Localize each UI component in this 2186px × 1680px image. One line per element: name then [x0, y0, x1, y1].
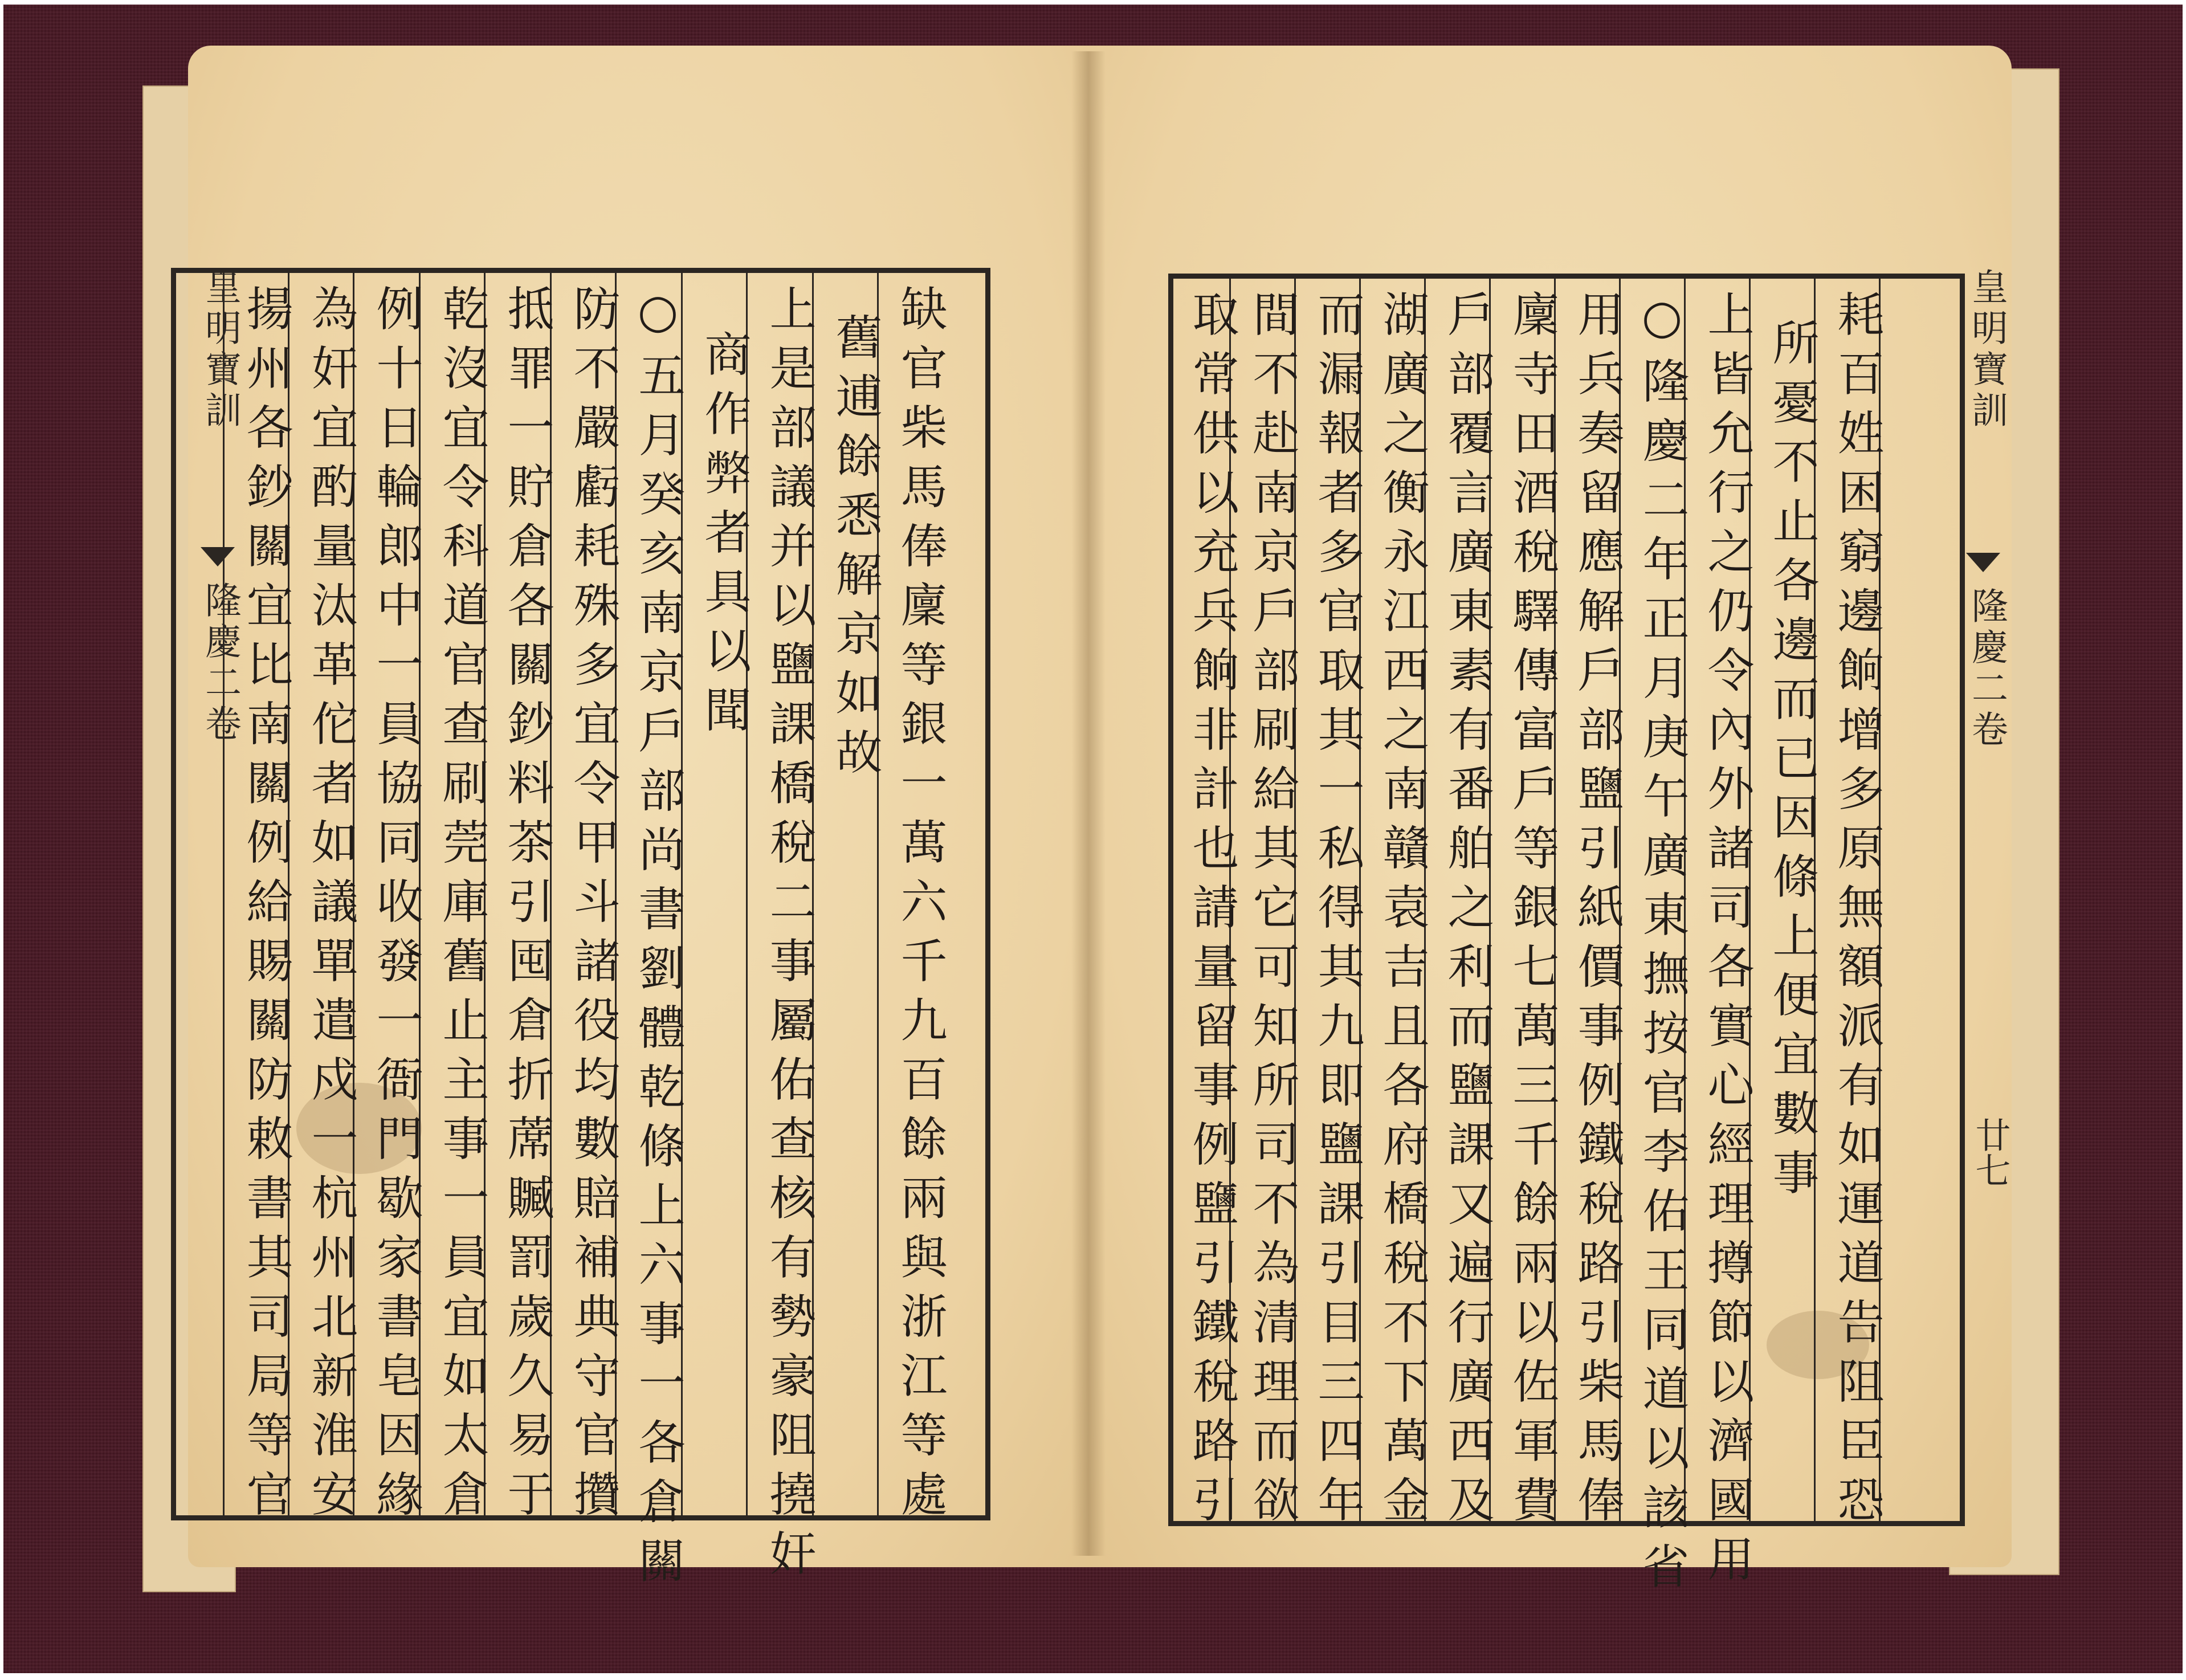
text-column: 上皆允行之仍令內外諸司各實心經理撙節以濟國用 — [1700, 290, 1754, 1594]
left-margin-title: 皇明寶訓 — [199, 268, 241, 432]
fish-tail-mark — [1966, 553, 2000, 572]
text-column: ○五月癸亥南京戶部尚書劉體乾條上六事一各倉關 — [631, 284, 685, 1596]
left-text-frame — [171, 268, 990, 1596]
text-column: 而漏報者多官取其一私得其九即鹽課引目三四年 — [1310, 290, 1364, 1535]
right-margin-title: 皇明寶訓 — [1965, 268, 2008, 432]
text-column: 取常供以充兵餉非計也請量留事例鹽引鐵稅路引 — [1185, 290, 1239, 1535]
text-column: 防不嚴虧耗殊多宜令甲斗諸役均數賠補典守官攢 — [566, 284, 620, 1529]
book-gutter — [1071, 51, 1106, 1556]
text-column: 上是部議并以鹽課橋稅二事屬佑查核有勢豪阻撓奸 — [762, 284, 816, 1588]
column-rule — [223, 273, 225, 1515]
text-column: 乾沒宜令科道官查刷莞庫舊止主事一員宜如太倉 — [435, 284, 489, 1529]
right-text-frame — [1168, 274, 1965, 1601]
fish-tail-mark — [201, 547, 235, 566]
text-column: 用兵奏留應解戶部鹽引紙價事例鐵稅路引柴馬俸 — [1570, 290, 1624, 1535]
folio-number: 廿七 — [1969, 1117, 2011, 1188]
right-margin-reign: 隆慶二卷 — [1965, 587, 2008, 751]
text-column: 缺官柴馬俸廩等銀一萬六千九百餘兩與浙江等處 — [893, 284, 947, 1529]
text-column: 所憂不止各邊而已因條上便宜數事 — [1765, 319, 1819, 1208]
text-column: 商作弊者具以聞 — [697, 330, 751, 745]
text-column: 揚州各鈔關宜比南關例給賜關防敕書其司局等官 — [239, 284, 293, 1529]
text-column: 戶部覆言廣東素有番舶之利而鹽課又遍行廣西及 — [1440, 290, 1494, 1535]
text-column: 間不赴南京戶部刷給其它可知所司不為清理而欲 — [1245, 290, 1299, 1535]
text-column: 耗百姓困窮邊餉增多原無額派有如運道告阻臣恐 — [1830, 290, 1884, 1535]
text-column: 湖廣之衡永江西之南贛袁吉且各府橋稅不下萬金 — [1375, 290, 1429, 1535]
text-column: 例十日輪郎中一員協同收發一衙門歇家書皂因緣 — [369, 284, 423, 1529]
text-column: ○隆慶二年正月庚午廣東撫按官李佑王同道以該省 — [1635, 290, 1689, 1601]
text-column: 廩寺田酒稅驛傳富戶等銀七萬三千餘兩以佐軍費 — [1505, 290, 1559, 1535]
text-column: 抵罪一貯倉各關鈔料茶引囤倉折蓆贓罰歲久易于 — [500, 284, 554, 1529]
text-column: 舊逋餘悉解京如故 — [828, 313, 882, 787]
left-margin-reign: 隆慶二卷 — [199, 581, 241, 745]
text-column: 為奸宜酌量汰革佗者如議單遣戍一杭州北新淮安 — [304, 284, 358, 1529]
